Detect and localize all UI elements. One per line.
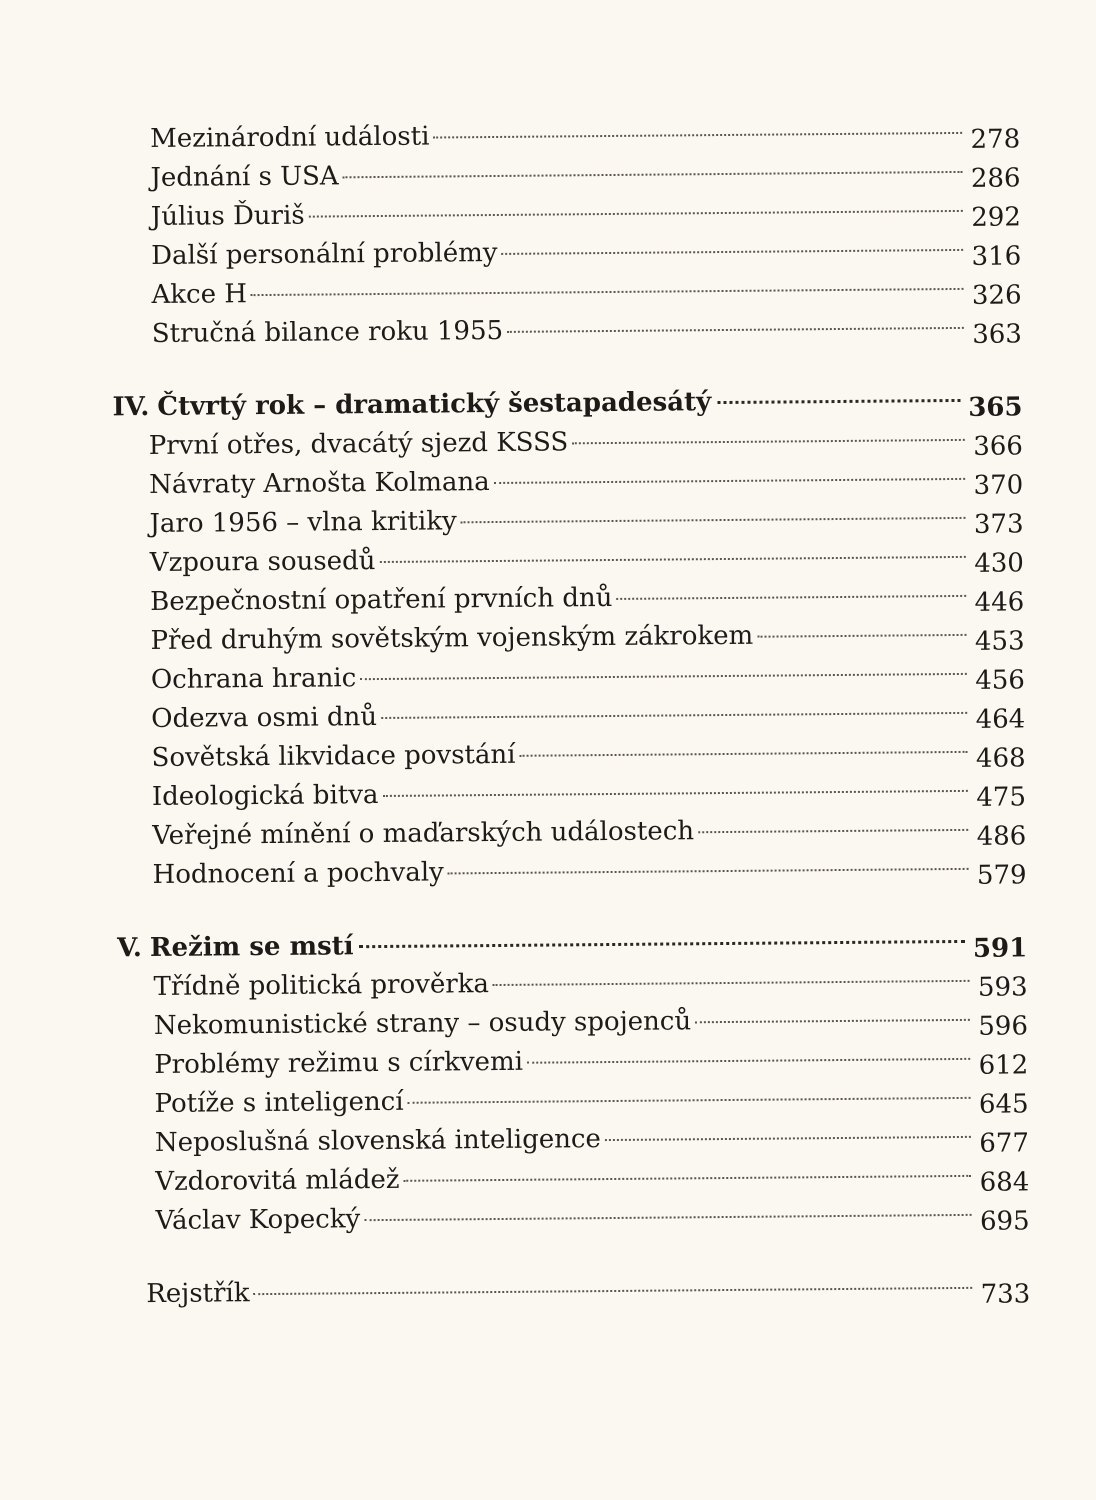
dot-leader xyxy=(382,790,968,797)
toc-entry xyxy=(152,848,1026,895)
entry-page: 593 xyxy=(977,972,1028,1003)
entry-title: Problémy režimu s církvemi xyxy=(154,1046,524,1080)
dot-leader xyxy=(519,751,967,757)
entry-page: 486 xyxy=(976,821,1027,852)
dot-leader xyxy=(717,399,960,404)
entry-title: Před druhým sovětským vojenským zákrokem xyxy=(150,620,754,657)
dot-leader xyxy=(695,1019,970,1023)
dot-leader xyxy=(343,171,963,178)
entry-title: Stručná bilance roku 1955 xyxy=(151,315,504,349)
entry-title: Veřejné mínění o maďarských událostech xyxy=(152,816,695,852)
table-of-contents xyxy=(112,112,1031,1348)
entry-title: Václav Kopecký xyxy=(155,1204,361,1236)
entry-title: Jaro 1956 – vlna kritiky xyxy=(149,506,457,540)
dot-leader xyxy=(404,1175,972,1182)
entry-title: První otřes, dvacátý sjezd KSSS xyxy=(148,427,569,462)
chapter-number: V. xyxy=(117,933,143,964)
index-title: Rejstřík xyxy=(146,1278,250,1310)
entry-page: 370 xyxy=(973,470,1024,501)
entry-page: 316 xyxy=(971,241,1022,272)
entry-page: 456 xyxy=(975,665,1026,696)
chapter-number: IV. xyxy=(112,392,150,423)
dot-leader xyxy=(494,478,966,484)
entry-page: 278 xyxy=(970,124,1021,155)
dot-leader xyxy=(605,1136,971,1141)
chapter-page: 591 xyxy=(972,933,1028,964)
entry-title: Vzdorovitá mládež xyxy=(155,1164,400,1197)
dot-leader xyxy=(698,829,969,833)
dot-leader xyxy=(433,132,962,139)
dot-leader xyxy=(572,439,965,444)
toc-index xyxy=(146,1267,1030,1314)
entry-title: Mezinárodní události xyxy=(150,121,430,154)
entry-page: 645 xyxy=(978,1089,1029,1120)
entry-title: Ideologická bitva xyxy=(151,780,379,813)
toc-section-4 xyxy=(112,380,1027,895)
dot-leader xyxy=(616,595,966,600)
entry-page: 446 xyxy=(974,587,1025,618)
entry-title: Neposlušná slovenská inteligence xyxy=(154,1124,601,1158)
entry-page: 292 xyxy=(971,202,1022,233)
entry-page: 677 xyxy=(979,1128,1030,1159)
entry-page: 326 xyxy=(971,280,1022,311)
dot-leader xyxy=(493,980,970,986)
entry-page: 286 xyxy=(970,163,1021,194)
dot-leader xyxy=(448,868,969,875)
entry-page: 430 xyxy=(974,548,1025,579)
chapter-title: Čtvrtý rok – dramatický šestapadesátý xyxy=(157,387,712,422)
entry-title: Jednání s USA xyxy=(150,161,339,193)
dot-leader xyxy=(251,288,964,296)
dot-leader xyxy=(408,1097,971,1104)
entry-page: 475 xyxy=(976,782,1027,813)
dot-leader xyxy=(507,327,964,333)
dot-leader xyxy=(360,940,965,948)
entry-title: Návraty Arnošta Kolmana xyxy=(149,467,490,501)
entry-title: Akce H xyxy=(151,279,248,310)
dot-leader xyxy=(381,712,967,719)
dot-leader xyxy=(527,1058,971,1064)
entry-title: Sovětská likvidace povstání xyxy=(151,739,516,774)
entry-page: 464 xyxy=(975,704,1026,735)
toc-section-5 xyxy=(117,921,1030,1241)
entry-page: 695 xyxy=(979,1206,1030,1237)
entry-title: Vzpoura sousedů xyxy=(149,546,376,579)
entry-page: 373 xyxy=(973,509,1024,540)
entry-title: Odezva osmi dnů xyxy=(151,702,378,735)
entry-page: 596 xyxy=(978,1011,1029,1042)
index-entry xyxy=(146,1267,1030,1314)
entry-title: Bezpečnostní opatření prvních dnů xyxy=(150,582,613,618)
chapter-title: Režim se mstí xyxy=(149,931,354,964)
entry-title: Hodnocení a pochvaly xyxy=(152,857,444,891)
entry-title: Július Ďuriš xyxy=(150,200,305,232)
entry-page: 453 xyxy=(974,626,1025,657)
chapter-page: 365 xyxy=(968,392,1023,423)
entry-page: 468 xyxy=(975,743,1026,774)
entry-page: 684 xyxy=(979,1167,1030,1198)
dot-leader xyxy=(502,249,964,255)
dot-leader xyxy=(254,1287,973,1295)
toc-section-1 xyxy=(150,112,1022,354)
entry-page: 579 xyxy=(976,860,1027,891)
dot-leader xyxy=(364,1214,972,1221)
entry-page: 366 xyxy=(973,431,1024,462)
entry-page: 612 xyxy=(978,1050,1029,1081)
entry-title: Nekomunistické strany – osudy spojenců xyxy=(153,1006,692,1041)
entry-title: Další personální problémy xyxy=(151,237,498,271)
dot-leader xyxy=(757,634,967,638)
dot-leader xyxy=(461,517,966,523)
dot-leader xyxy=(360,673,967,680)
entry-title: Potíže s inteligencí xyxy=(154,1086,404,1119)
dot-leader xyxy=(379,556,966,563)
entry-title: Třídně politická prověrka xyxy=(153,969,490,1003)
entry-page: 363 xyxy=(972,319,1023,350)
dot-leader xyxy=(309,210,964,218)
toc-entry xyxy=(155,1194,1029,1241)
entry-title: Ochrana hranic xyxy=(150,663,357,696)
index-page: 733 xyxy=(980,1279,1031,1310)
toc-entry xyxy=(152,307,1022,354)
